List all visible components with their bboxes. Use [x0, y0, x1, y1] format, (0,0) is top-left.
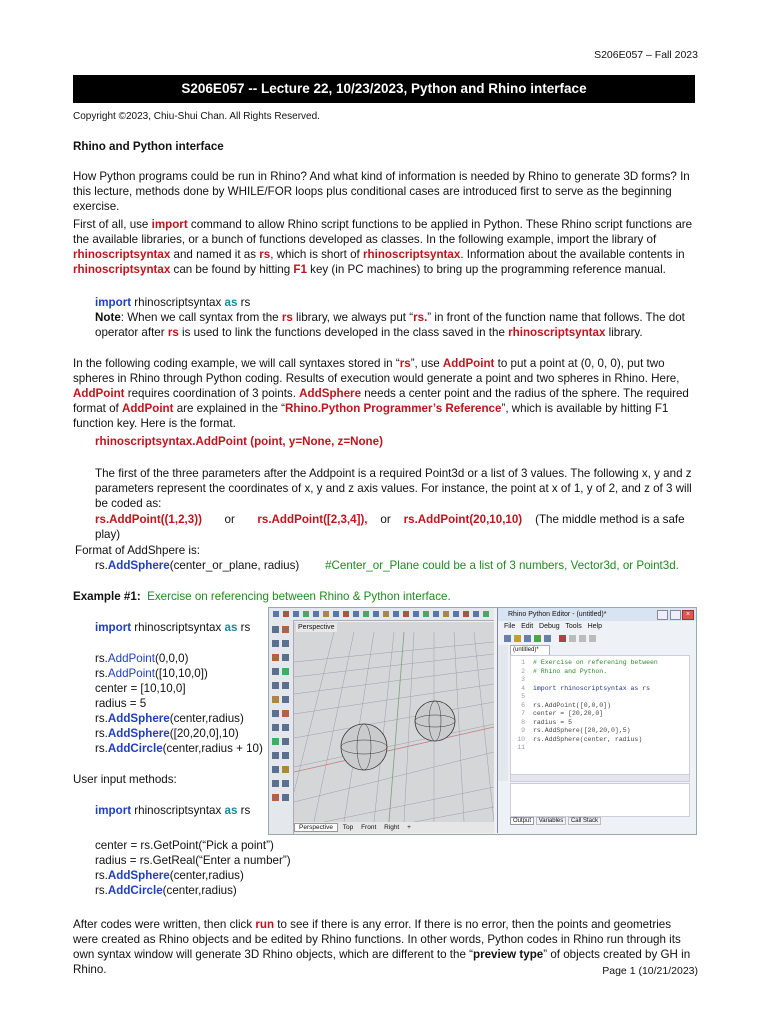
file-tab[interactable]: (untitled)*: [510, 645, 550, 656]
editor-titlebar: [498, 608, 696, 621]
python-editor-window: [497, 608, 696, 833]
code1-line: center = [10,10,0]: [95, 682, 186, 695]
editor-gutter-tree: [498, 645, 508, 781]
page-title: S206E057 -- Lecture 22, 10/23/2023, Python and Rhino interface: [73, 75, 695, 103]
viewport-label[interactable]: Perspective: [298, 624, 335, 631]
import-line: import rhinoscriptsyntax as rs: [95, 296, 251, 309]
editor-title: Rhino Python Editor - (untitled)*: [508, 611, 607, 618]
tab-right[interactable]: Right: [384, 824, 400, 831]
tab-call-stack[interactable]: Call Stack: [568, 817, 601, 825]
code2-line: rs.AddCircle(center,radius): [95, 884, 237, 897]
section-heading: Rhino and Python interface: [73, 140, 224, 153]
addsphere-format: rs.AddSphere(center_or_plane, radius) #Center_or_Plane could be a list of 3 numbers, Vector3d, or Point3d.: [95, 559, 679, 572]
output-panel: [510, 783, 690, 817]
code2-line: rs.AddSphere(center,radius): [95, 869, 244, 882]
rhino-viewport[interactable]: [294, 622, 494, 822]
paragraph-import: First of all, use import command to allow Rhino script functions to be applied in Python. These Rhino script functions are the available libraries, or a bunch of functions developed as classes. In the following example, import the library of rhinoscriptsyntax and named it as rs, which is short of rhinoscriptsyntax. Information about the available contents in rhinoscriptsyntax can be found by hitting F1 key (in PC machines) to bring up the programming reference manual.: [73, 218, 693, 276]
code-editor[interactable]: [510, 655, 690, 775]
paragraph-parameters: The first of the three parameters after the Addpoint is a required Point3d or a list of 3 values. The following x, y and z parameters represent the coordinates of x, y and z axis values. For instance, the point at x of 1, y of 2, and z of 3 will be coded as:: [95, 467, 692, 510]
grid-view: [294, 622, 494, 822]
paragraph-intro: How Python programs could be run in Rhino? And what kind of information is needed by Rhino to generate 3D forms? In this lecture, methods done by WHILE/FOR loops plus conditional cases are introduced first to serve as the beginning exercise.: [73, 170, 690, 213]
code1-line: rs.AddPoint([10,10,0]): [95, 667, 208, 680]
format-line: rhinoscriptsyntax.AddPoint (point, y=None, z=None): [95, 435, 383, 448]
example1-heading: Example #1: Exercise on referencing between Rhino & Python interface.: [73, 590, 451, 603]
code1-line: radius = 5: [95, 697, 147, 710]
code2-import: import rhinoscriptsyntax as rs: [95, 804, 251, 817]
paragraph-addpoint: In the following coding example, we will call syntaxes stored in “rs”, use AddPoint to put a point at (0, 0, 0), put two spheres in Rhino through Python coding. Results of execution would generate a point and two spheres in Rhino. Here, AddPoint requires coordination of 3 points. AddSphere needs a center point and the radius of the sphere. The required format of AddPoint are explained in the “Rhino.Python Programmer’s Reference”, which is available by hitting F1 function key. Here is the format.: [73, 357, 689, 430]
code1-line: rs.AddCircle(center,radius + 10): [95, 742, 263, 755]
code1-line: rs.AddPoint(0,0,0): [95, 652, 189, 665]
code-text: # Exercise on referening between # Rhino and Python. import rhinoscriptsyntax as rs rs.AddPoint([0,0,0]) center = [20,20,0] radius = 5 rs.AddSphere([20,20,0],5) rs.AddSphere(center, radius): [533, 659, 658, 743]
tab-front[interactable]: Front: [361, 824, 377, 831]
bottom-tabs: [510, 817, 601, 826]
sphere-2: [415, 701, 455, 741]
editor-menu: [504, 622, 602, 632]
rhino-toolbar: [269, 608, 494, 621]
code1-line: rs.AddSphere([20,20,0],10): [95, 727, 239, 740]
viewport-tabs: [294, 822, 494, 833]
tab-perspective[interactable]: Perspective: [294, 823, 338, 832]
tab-top[interactable]: Top: [342, 824, 354, 831]
code2-line: radius = rs.GetReal(“Enter a number”): [95, 854, 291, 867]
rhino-side-toolbar: [269, 620, 294, 834]
user-input-heading: User input methods:: [73, 773, 177, 786]
minimize-icon[interactable]: [657, 610, 668, 620]
page-footer: Page 1 (10/21/2023): [602, 965, 698, 977]
code1-line: rs.AddSphere(center,radius): [95, 712, 244, 725]
menu-debug[interactable]: Debug: [539, 623, 560, 630]
maximize-icon[interactable]: [670, 610, 681, 620]
tab-variables[interactable]: Variables: [536, 817, 567, 825]
tab-output[interactable]: Output: [510, 817, 534, 825]
close-icon[interactable]: ×: [682, 610, 694, 620]
note-paragraph: Note: When we call syntax from the rs library, we always put “rs.” in front of the function name that follows. The dot operator after rs is used to link the functions developed in the class saved in the rhinoscriptsyntax library.: [95, 311, 685, 339]
examples-line: rs.AddPoint((1,2,3)) or rs.AddPoint([2,3,4]), or rs.AddPoint(20,10,10) (The middle method is a safe play): [95, 513, 685, 541]
code1-import: import rhinoscriptsyntax as rs: [95, 621, 251, 634]
copyright: Copyright ©2023, Chiu-Shui Chan. All Rights Reserved.: [73, 111, 320, 122]
add-tab-icon[interactable]: +: [407, 824, 411, 831]
menu-file[interactable]: File: [504, 623, 516, 630]
line-numbers: 1 2 3 4 5 6 7 8 9 10 11: [517, 659, 525, 751]
code2-line: center = rs.GetPoint(“Pick a point”): [95, 839, 274, 852]
side-toolbar-icons: [269, 620, 293, 820]
menu-edit[interactable]: Edit: [521, 623, 534, 630]
header-course: S206E057 – Fall 2023: [594, 49, 698, 61]
toolbar-icons: [269, 608, 494, 620]
sphere-1: [341, 724, 387, 770]
menu-tools[interactable]: Tools: [565, 623, 582, 630]
horizontal-scrollbar[interactable]: [510, 774, 690, 782]
addsphere-heading: Format of AddShpere is:: [75, 544, 201, 557]
paragraph-run: After codes were written, then click run to see if there is any error. If there is no error, then the points and geometries were created as Rhino objects and be edited by Rhino functions. In other words, Python codes in Rhino run through its own syntax window will generate 3D Rhino objects, which are different to the “preview type” of objects created by GH in Rhino.: [73, 918, 691, 976]
menu-help[interactable]: Help: [587, 623, 602, 630]
editor-toolbar-icons[interactable]: [504, 634, 624, 644]
rhino-screenshot: [268, 607, 697, 835]
